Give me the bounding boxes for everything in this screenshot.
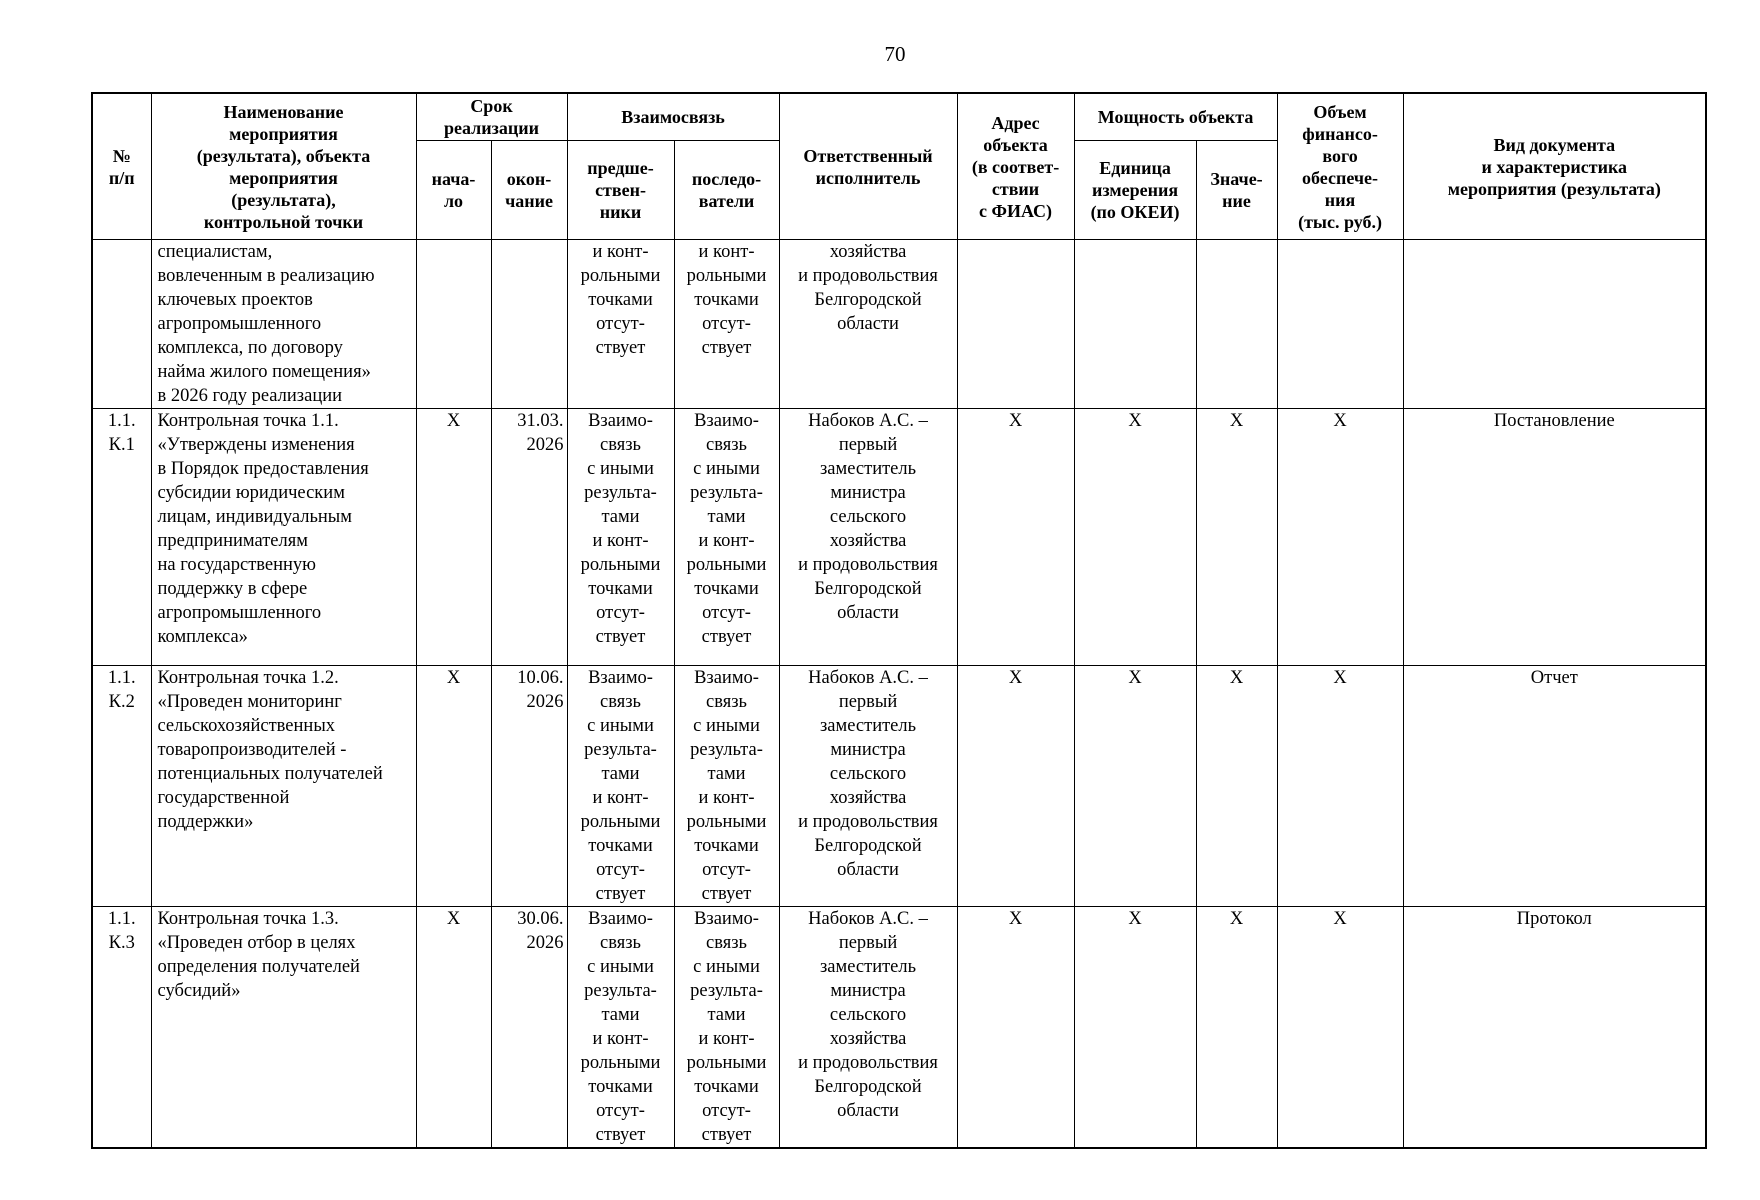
- cell-predecessors: Взаимо- связь с иными результа- тами и конт- рольными точками отсут- ствует: [567, 907, 674, 1149]
- cell-doc: Отчет: [1403, 666, 1706, 907]
- table-row: [92, 907, 1706, 1149]
- cell-value: Х: [1196, 907, 1277, 1149]
- cell-doc: Протокол: [1403, 907, 1706, 1149]
- cell-num: [92, 240, 151, 409]
- cell-name: специалистам, вовлеченным в реализацию ключевых проектов агропромышленного комплекса, по договору найма жилого помещения» в 2026 году реализации: [151, 240, 416, 409]
- header-name: Наименование мероприятия (результата), объекта мероприятия (результата), контрольной точки: [151, 93, 416, 240]
- cell-responsible: хозяйства и продовольствия Белгородской области: [779, 240, 957, 409]
- header-num: № п/п: [92, 93, 151, 240]
- cell-address: Х: [957, 907, 1074, 1149]
- cell-responsible: Набоков А.С. – первый заместитель министра сельского хозяйства и продовольствия Белгородской области: [779, 409, 957, 666]
- cell-address: [957, 240, 1074, 409]
- header-successors: последо- ватели: [674, 141, 779, 240]
- cell-end: 10.06. 2026: [491, 666, 567, 907]
- header-address: Адрес объекта (в соответ- ствии с ФИАС): [957, 93, 1074, 240]
- header-term: Срок реализации: [416, 93, 567, 141]
- header-value: Значе- ние: [1196, 141, 1277, 240]
- cell-name: Контрольная точка 1.2. «Проведен мониторинг сельскохозяйственных товаропроизводителей - потенциальных получателей государственной поддержки»: [151, 666, 416, 907]
- cell-start: [416, 240, 491, 409]
- cell-predecessors: Взаимо- связь с иными результа- тами и конт- рольными точками отсут- ствует: [567, 409, 674, 666]
- page-number: 70: [884, 42, 906, 66]
- cell-finance: [1277, 240, 1403, 409]
- table-row-continuation: [92, 240, 1706, 409]
- cell-end: [491, 240, 567, 409]
- cell-address: Х: [957, 409, 1074, 666]
- header-predecessors: предше- ствен- ники: [567, 141, 674, 240]
- cell-finance: Х: [1277, 666, 1403, 907]
- cell-name: Контрольная точка 1.3. «Проведен отбор в целях определения получателей субсидий»: [151, 907, 416, 1149]
- cell-doc: [1403, 240, 1706, 409]
- header-doc-type: Вид документа и характеристика мероприятия (результата): [1403, 93, 1706, 240]
- header-term-start: нача- ло: [416, 141, 491, 240]
- cell-unit: Х: [1074, 409, 1196, 666]
- cell-start: Х: [416, 409, 491, 666]
- cell-predecessors: Взаимо- связь с иными результа- тами и конт- рольными точками отсут- ствует: [567, 666, 674, 907]
- cell-successors: Взаимо- связь с иными результа- тами и конт- рольными точками отсут- ствует: [674, 409, 779, 666]
- cell-unit: Х: [1074, 666, 1196, 907]
- header-responsible: Ответственный исполнитель: [779, 93, 957, 240]
- cell-end: 30.06. 2026: [491, 907, 567, 1149]
- header-capacity: Мощность объекта: [1074, 93, 1277, 141]
- cell-unit: Х: [1074, 907, 1196, 1149]
- header-term-end: окон- чание: [491, 141, 567, 240]
- header-finance: Объем финансо- вого обеспече- ния (тыс. руб.): [1277, 93, 1403, 240]
- table-row: [92, 666, 1706, 907]
- header-unit: Единица измерения (по ОКЕИ): [1074, 141, 1196, 240]
- cell-num: 1.1. К.2: [92, 666, 151, 907]
- cell-start: Х: [416, 907, 491, 1149]
- header-relation: Взаимосвязь: [567, 93, 779, 141]
- cell-end: 31.03. 2026: [491, 409, 567, 666]
- cell-responsible: Набоков А.С. – первый заместитель министра сельского хозяйства и продовольствия Белгородской области: [779, 666, 957, 907]
- cell-successors: Взаимо- связь с иными результа- тами и конт- рольными точками отсут- ствует: [674, 666, 779, 907]
- cell-finance: Х: [1277, 409, 1403, 666]
- table-row: [92, 409, 1706, 666]
- cell-responsible: Набоков А.С. – первый заместитель министра сельского хозяйства и продовольствия Белгородской области: [779, 907, 957, 1149]
- cell-predecessors: и конт- рольными точками отсут- ствует: [567, 240, 674, 409]
- cell-start: Х: [416, 666, 491, 907]
- cell-value: [1196, 240, 1277, 409]
- cell-value: Х: [1196, 666, 1277, 907]
- cell-num: 1.1. К.1: [92, 409, 151, 666]
- cell-successors: Взаимо- связь с иными результа- тами и конт- рольными точками отсут- ствует: [674, 907, 779, 1149]
- cell-address: Х: [957, 666, 1074, 907]
- cell-num: 1.1. К.3: [92, 907, 151, 1149]
- cell-successors: и конт- рольными точками отсут- ствует: [674, 240, 779, 409]
- cell-value: Х: [1196, 409, 1277, 666]
- activities-table: [91, 92, 1707, 1149]
- cell-unit: [1074, 240, 1196, 409]
- cell-name: Контрольная точка 1.1. «Утверждены изменения в Порядок предоставления субсидии юридическим лицам, индивидуальным предпринимателям на государственную поддержку в сфере агропромышленного комплекса»: [151, 409, 416, 666]
- cell-finance: Х: [1277, 907, 1403, 1149]
- cell-doc: Постановление: [1403, 409, 1706, 666]
